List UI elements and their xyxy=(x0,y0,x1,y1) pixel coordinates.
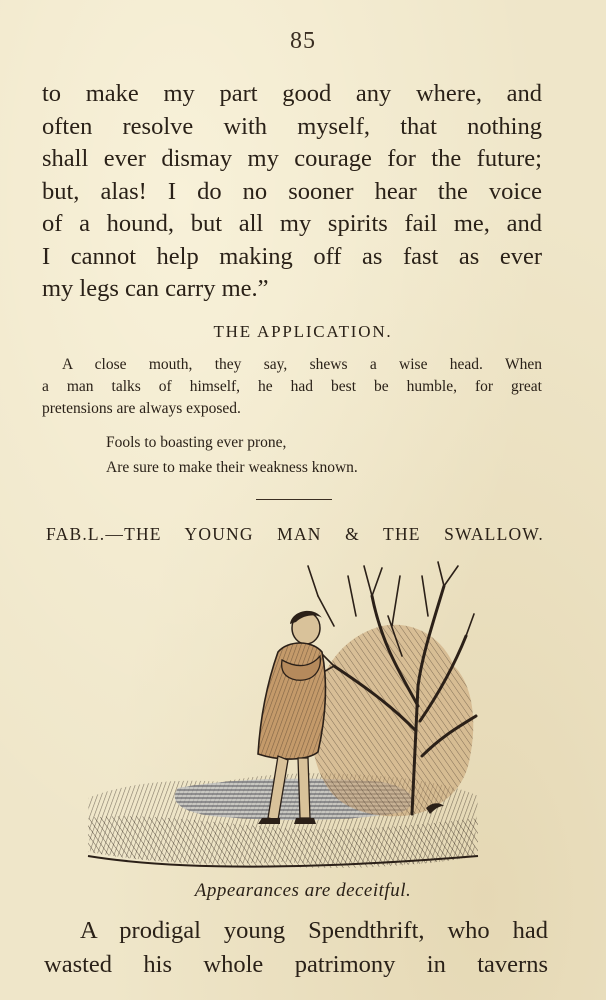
body-line: I cannot help making off as fast as ever xyxy=(42,242,542,270)
page-number: 85 xyxy=(290,28,316,54)
woodcut-young-man-by-tree-icon xyxy=(82,556,484,870)
verse-line: Are sure to make their weakness known. xyxy=(106,459,358,476)
illustration-caption: Appearances are deceitful. xyxy=(194,880,412,901)
application-line: pretensions are always exposed. xyxy=(42,400,241,417)
fable-line: A prodigal young Spendthrift, who had xyxy=(80,917,548,944)
moral-verse xyxy=(106,430,358,480)
application-paragraph xyxy=(42,354,542,420)
application-heading: THE APPLICATION. xyxy=(213,322,393,341)
body-line: often resolve with myself, that nothing xyxy=(42,112,542,140)
application-line: a man talks of himself, he had best be humble, for great xyxy=(42,378,542,395)
body-line: my legs can carry me.” xyxy=(42,275,269,302)
application-line: A close mouth, they say, shews a wise head. When xyxy=(62,356,542,373)
fable-paragraph xyxy=(44,914,548,982)
fable-line: wasted his whole patrimony in taverns xyxy=(44,951,548,978)
verse-line: Fools to boasting ever prone, xyxy=(106,434,287,451)
body-line: to make my part good any where, and xyxy=(42,80,542,107)
body-paragraph xyxy=(42,78,542,306)
body-line: of a hound, but all my spirits fail me, and xyxy=(42,210,542,237)
body-line: but, alas! I do no sooner hear the voice xyxy=(42,177,542,205)
body-line: shall ever dismay my courage for the future; xyxy=(42,145,542,172)
section-divider xyxy=(256,499,332,500)
fable-title: FAB.L.—THE YOUNG MAN & THE SWALLOW. xyxy=(46,524,544,544)
